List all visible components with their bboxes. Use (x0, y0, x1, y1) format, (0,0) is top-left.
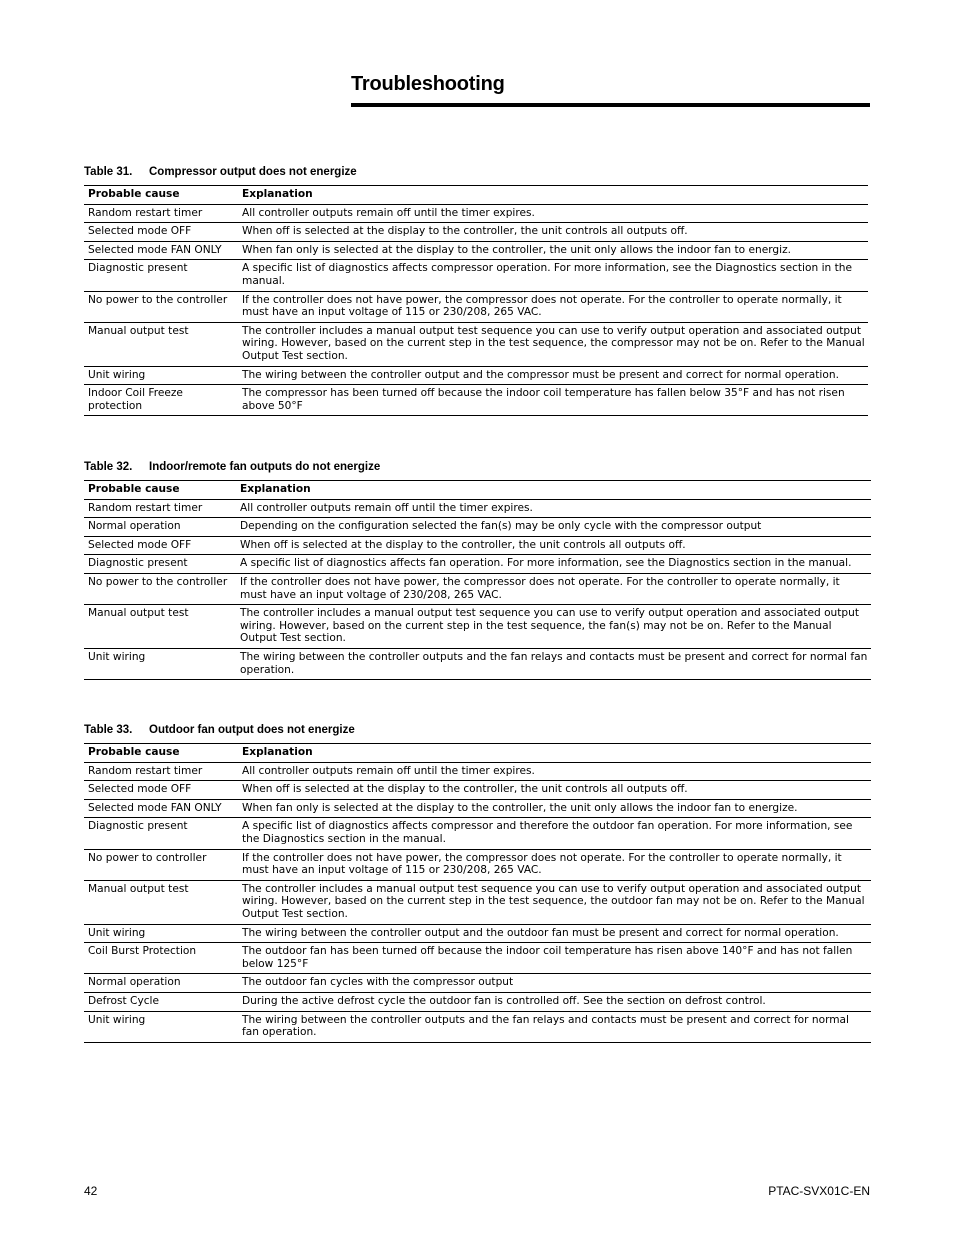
cell-probable-cause: Diagnostic present (84, 555, 236, 574)
cell-explanation: All controller outputs remain off until the timer expires. (236, 499, 871, 518)
table-block-31 (84, 165, 868, 416)
troubleshooting-table (84, 185, 868, 416)
table-row (84, 499, 871, 518)
cell-explanation: Depending on the configuration selected the fan(s) may be only cycle with the compressor output (236, 518, 871, 537)
table-row (84, 648, 871, 679)
cell-probable-cause: Unit wiring (84, 1011, 238, 1042)
table-row (84, 924, 871, 943)
table-row (84, 573, 871, 604)
table-header-row (84, 186, 868, 205)
table-row (84, 385, 868, 416)
cell-probable-cause: Selected mode FAN ONLY (84, 799, 238, 818)
cell-explanation: The wiring between the controller outputs and the fan relays and contacts must be present and correct for normal fan operation. (236, 648, 871, 679)
cell-probable-cause: Unit wiring (84, 366, 238, 385)
cell-explanation: During the active defrost cycle the outdoor fan is controlled off. See the section on defrost control. (238, 992, 871, 1011)
table-row (84, 536, 871, 555)
cell-probable-cause: Random restart timer (84, 762, 238, 781)
cell-explanation: The outdoor fan has been turned off because the indoor coil temperature has risen above 140°F and has not fallen below 125°F (238, 943, 871, 974)
cell-explanation: The wiring between the controller output and the outdoor fan must be present and correct for normal operation. (238, 924, 871, 943)
cell-explanation: The controller includes a manual output test sequence you can use to verify output operation and associated output wiring. However, based on the current step in the test sequence, the compressor may not be on. Refer to the Manual Output Test section. (238, 322, 868, 366)
table-row (84, 518, 871, 537)
table-caption (84, 723, 871, 737)
table-row (84, 291, 868, 322)
cell-explanation: All controller outputs remain off until the timer expires. (238, 204, 868, 223)
table-block-33 (84, 723, 871, 1043)
cell-explanation: When off is selected at the display to the controller, the unit controls all outputs off. (236, 536, 871, 555)
cell-probable-cause: Coil Burst Protection (84, 943, 238, 974)
cell-probable-cause: Defrost Cycle (84, 992, 238, 1011)
cell-probable-cause: Manual output test (84, 605, 236, 649)
cell-explanation: If the controller does not have power, the compressor does not operate. For the controller to operate normally, it must have an input voltage of 230/208, 265 VAC. (236, 573, 871, 604)
table-header-row (84, 744, 871, 763)
cell-probable-cause: Manual output test (84, 880, 238, 924)
cell-probable-cause: No power to the controller (84, 291, 238, 322)
cell-explanation: A specific list of diagnostics affects compressor operation. For more information, see the Diagnostics section in the manual. (238, 260, 868, 291)
cell-explanation: When fan only is selected at the display to the controller, the unit only allows the indoor fan to energiz. (238, 241, 868, 260)
cell-explanation: A specific list of diagnostics affects fan operation. For more information, see the Diagnostics section in the manual. (236, 555, 871, 574)
cell-probable-cause: Manual output test (84, 322, 238, 366)
page-title: Troubleshooting (351, 73, 505, 95)
cell-explanation: The controller includes a manual output test sequence you can use to verify output operation and associated output wiring. However, based on the current step in the test sequence, the fan(s) may not be on. Refer to the Manual Output Test section. (236, 605, 871, 649)
table-title: Outdoor fan output does not energize (149, 724, 355, 736)
document-id: PTAC-SVX01C-EN (768, 1184, 870, 1198)
cell-probable-cause: Selected mode FAN ONLY (84, 241, 238, 260)
cell-explanation: The wiring between the controller outputs and the fan relays and contacts must be present and correct for normal fan operation. (238, 1011, 871, 1042)
cell-explanation: The wiring between the controller output and the compressor must be present and correct for normal operation. (238, 366, 868, 385)
header-explanation: Explanation (238, 744, 871, 763)
header-probable-cause: Probable cause (84, 481, 236, 500)
cell-explanation: All controller outputs remain off until the timer expires. (238, 762, 871, 781)
table-row (84, 260, 868, 291)
cell-explanation: When fan only is selected at the display to the controller, the unit only allows the indoor fan to energize. (238, 799, 871, 818)
table-row (84, 605, 871, 649)
cell-explanation: The outdoor fan cycles with the compressor output (238, 974, 871, 993)
cell-probable-cause: Unit wiring (84, 648, 236, 679)
table-row (84, 943, 871, 974)
table-number: Table 32. (84, 461, 133, 473)
table-row (84, 555, 871, 574)
cell-probable-cause: Random restart timer (84, 204, 238, 223)
table-row (84, 880, 871, 924)
table-row (84, 849, 871, 880)
header-probable-cause: Probable cause (84, 186, 238, 205)
cell-probable-cause: Indoor Coil Freeze protection (84, 385, 238, 416)
cell-explanation: When off is selected at the display to the controller, the unit controls all outputs off. (238, 781, 871, 800)
table-number: Table 33. (84, 724, 133, 736)
cell-explanation: When off is selected at the display to the controller, the unit controls all outputs off. (238, 223, 868, 242)
table-row (84, 781, 871, 800)
table-block-32 (84, 460, 871, 680)
table-row (84, 992, 871, 1011)
header-probable-cause: Probable cause (84, 744, 238, 763)
title-rule (351, 103, 870, 107)
cell-explanation: The compressor has been turned off because the indoor coil temperature has fallen below 35°F and has not risen above 50°F (238, 385, 868, 416)
cell-probable-cause: Selected mode OFF (84, 781, 238, 800)
cell-explanation: If the controller does not have power, the compressor does not operate. For the controller to operate normally, it must have an input voltage of 115 or 230/208, 265 VAC. (238, 849, 871, 880)
cell-probable-cause: No power to controller (84, 849, 238, 880)
troubleshooting-table (84, 480, 871, 680)
cell-probable-cause: Normal operation (84, 974, 238, 993)
header-explanation: Explanation (236, 481, 871, 500)
cell-explanation: If the controller does not have power, the compressor does not operate. For the controller to operate normally, it must have an input voltage of 115 or 230/208, 265 VAC. (238, 291, 868, 322)
table-row (84, 799, 871, 818)
cell-probable-cause: Selected mode OFF (84, 536, 236, 555)
table-title: Indoor/remote fan outputs do not energize (149, 461, 381, 473)
table-row (84, 322, 868, 366)
troubleshooting-table (84, 743, 871, 1043)
cell-probable-cause: Selected mode OFF (84, 223, 238, 242)
cell-probable-cause: Random restart timer (84, 499, 236, 518)
table-row (84, 366, 868, 385)
table-caption (84, 165, 868, 179)
cell-explanation: A specific list of diagnostics affects compressor and therefore the outdoor fan operation. For more information, see the Diagnostics section in the manual. (238, 818, 871, 849)
cell-probable-cause: Unit wiring (84, 924, 238, 943)
table-caption (84, 460, 871, 474)
cell-probable-cause: Normal operation (84, 518, 236, 537)
cell-probable-cause: Diagnostic present (84, 818, 238, 849)
table-row (84, 818, 871, 849)
cell-explanation: The controller includes a manual output test sequence you can use to verify output operation and associated output wiring. However, based on the current step in the test sequence, the outdoor fan may not be on. Refer to the Manual Output Test section. (238, 880, 871, 924)
table-row (84, 204, 868, 223)
table-row (84, 1011, 871, 1042)
table-number: Table 31. (84, 166, 133, 178)
table-title: Compressor output does not energize (149, 166, 357, 178)
page-number: 42 (84, 1184, 98, 1198)
table-row (84, 241, 868, 260)
table-row (84, 223, 868, 242)
table-row (84, 974, 871, 993)
header-explanation: Explanation (238, 186, 868, 205)
cell-probable-cause: Diagnostic present (84, 260, 238, 291)
table-row (84, 762, 871, 781)
table-header-row (84, 481, 871, 500)
cell-probable-cause: No power to the controller (84, 573, 236, 604)
